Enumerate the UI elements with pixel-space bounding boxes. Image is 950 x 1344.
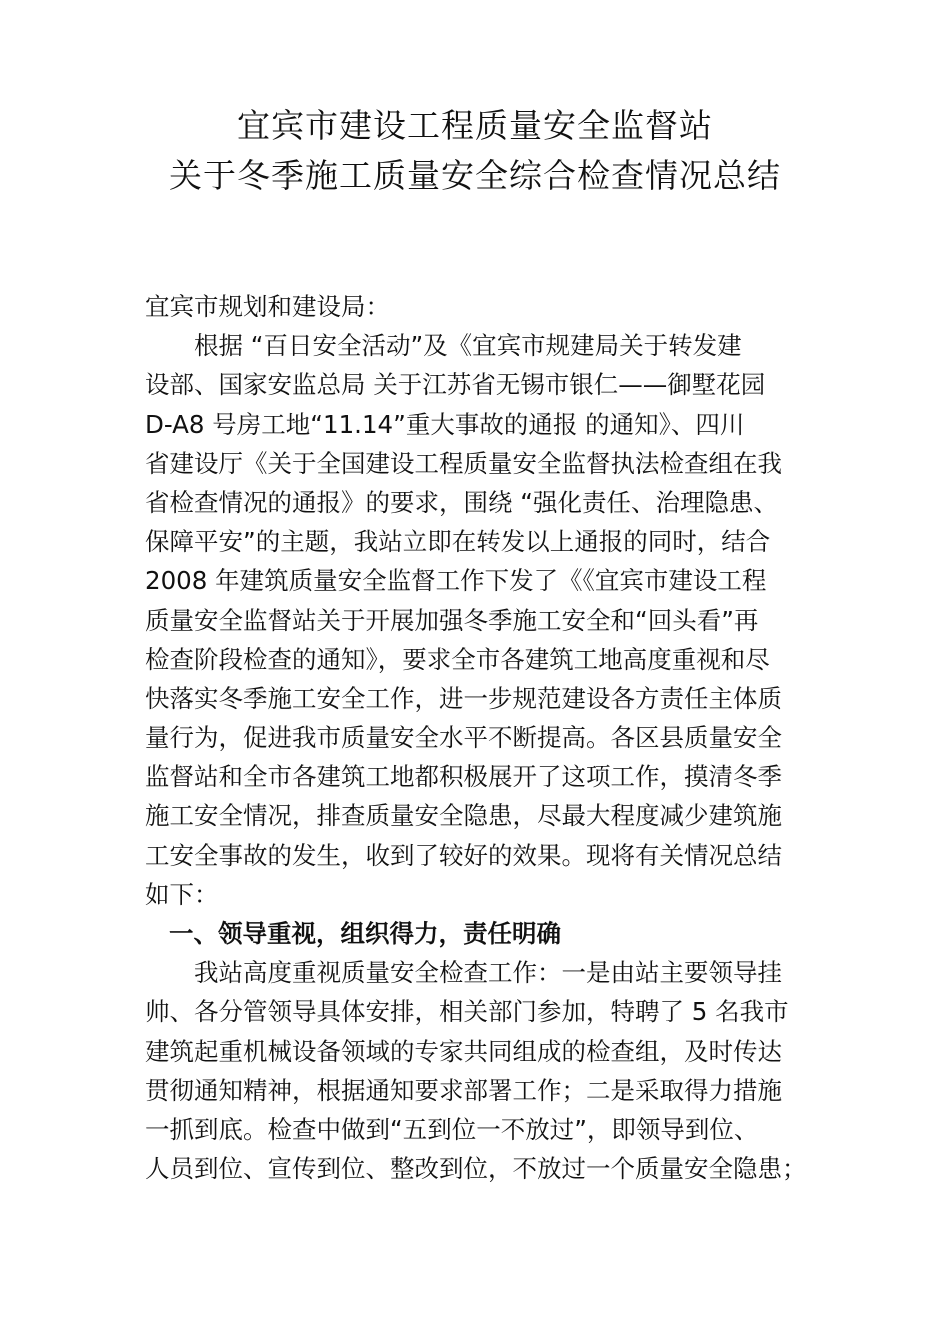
paragraph-1-line: 质量安全监督站关于开展加强冬季施工安全和“回头看”再 (145, 605, 759, 635)
paragraph-2-line: 帅、各分管领导具体安排，相关部门参加，特聘了 5 名我市 (145, 997, 789, 1027)
paragraph-2-line: 贯彻通知精神，根据通知要求部署工作；二是采取得力措施 (145, 1075, 782, 1105)
paragraph-1-line: 工安全事故的发生，收到了较好的效果。现将有关情况总结 (145, 840, 782, 870)
paragraph-2-line: 一抓到底。检查中做到“五到位一不放过”，即领导到位、 (145, 1114, 759, 1144)
paragraph-1-line: 检查阶段检查的通知》，要求全市各建筑工地高度重视和尽 (145, 644, 770, 674)
paragraph-2-line: 我站高度重视质量安全检查工作：一是由站主要领导挂 (194, 958, 782, 988)
paragraph-1-line: 省建设厅《关于全国建设工程质量安全监督执法检查组在我 (145, 448, 782, 478)
paragraph-1-line: 设部、国家安监总局 关于江苏省无锡市银仁——御墅花园 (145, 370, 766, 400)
paragraph-1-line: 量行为，促进我市质量安全水平不断提高。各区县质量安全 (145, 723, 782, 753)
paragraph-1-line: 2008 年建筑质量安全监督工作下发了《《宜宾市建设工程 (145, 566, 767, 596)
paragraph-1-line: 监督站和全市各建筑工地都积极展开了这项工作，摸清冬季 (145, 762, 782, 792)
section-1-heading: 一、领导重视，组织得力，责任明确 (169, 919, 561, 948)
paragraph-1-line: 保障平安”的主题，我站立即在转发以上通报的同时，结合 (145, 527, 771, 557)
paragraph-1-line: 省检查情况的通报》的要求，围绕 “强化责任、治理隐患、 (145, 487, 778, 517)
paragraph-1-line: 施工安全情况，排查质量安全隐患，尽最大程度减少建筑施 (145, 801, 782, 831)
paragraph-1-line: 如下： (145, 879, 219, 909)
document-title-line-2: 关于冬季施工质量安全综合检查情况总结 (169, 156, 781, 195)
paragraph-1-line: 根据 “百日安全活动”及《宜宾市规建局关于转发建 (194, 331, 742, 361)
paragraph-1-line: 快落实冬季施工安全工作，进一步规范建设各方责任主体质 (145, 683, 782, 713)
salutation: 宜宾市规划和建设局： (145, 292, 390, 321)
paragraph-1-line: D-A8 号房工地“11.14”重大事故的通报 的通知》、四川 (145, 409, 745, 439)
document-body (145, 287, 815, 1188)
paragraph-2-line: 建筑起重机械设备领域的专家共同组成的检查组，及时传达 (145, 1036, 782, 1066)
paragraph-2-line: 人员到位、宣传到位、整改到位，不放过一个质量安全隐患； (145, 1154, 807, 1184)
document-title-line-1: 宜宾市建设工程质量安全监督站 (237, 106, 713, 145)
